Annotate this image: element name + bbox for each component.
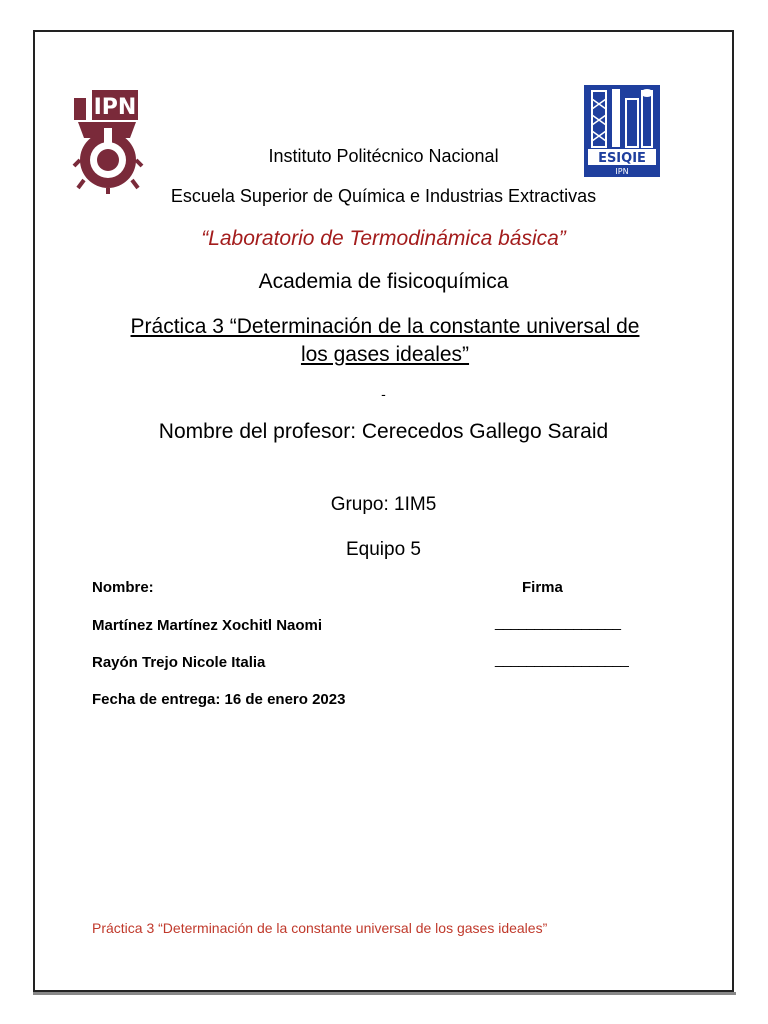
practice-title-line-1: Práctica 3 “Determinación de la constante universal de [130, 315, 640, 338]
ipn-logo-text: IPN [93, 95, 137, 120]
name-column-header: Nombre: [92, 579, 154, 596]
signature-line: ________________ [495, 614, 621, 631]
ipn-logo [70, 88, 146, 196]
esiqie-logo-text: ESIQIE [598, 151, 646, 166]
page-bottom-shadow [33, 992, 736, 995]
page-footer: Práctica 3 “Determinación de la constante universal de los gases ideales” [92, 920, 548, 936]
professor-name: Nombre del profesor: Cerecedos Gallego Saraid [158, 420, 609, 443]
esiqie-logo-subtext: IPN [615, 167, 629, 176]
practice-title [90, 313, 680, 369]
team-label: Equipo 5 [345, 539, 421, 560]
member-name: Martínez Martínez Xochitl Naomi [92, 617, 323, 634]
separator-dash: - [381, 386, 386, 402]
delivery-date: Fecha de entrega: 16 de enero 2023 [92, 691, 346, 708]
academy-name: Academia de fisicoquímica [258, 270, 509, 293]
lab-title: “Laboratorio de Termodinámica básica” [201, 227, 566, 250]
institute-name: Instituto Politécnico Nacional [268, 146, 499, 166]
member-name: Rayón Trejo Nicole Italia [92, 654, 266, 671]
group-label: Grupo: 1IM5 [330, 494, 437, 515]
school-name: Escuela Superior de Química e Industrias Extractivas [170, 186, 597, 206]
practice-title-line-2: los gases ideales” [300, 343, 470, 366]
signature-line: _________________ [495, 651, 629, 668]
signature-column-header: Firma [522, 579, 563, 596]
